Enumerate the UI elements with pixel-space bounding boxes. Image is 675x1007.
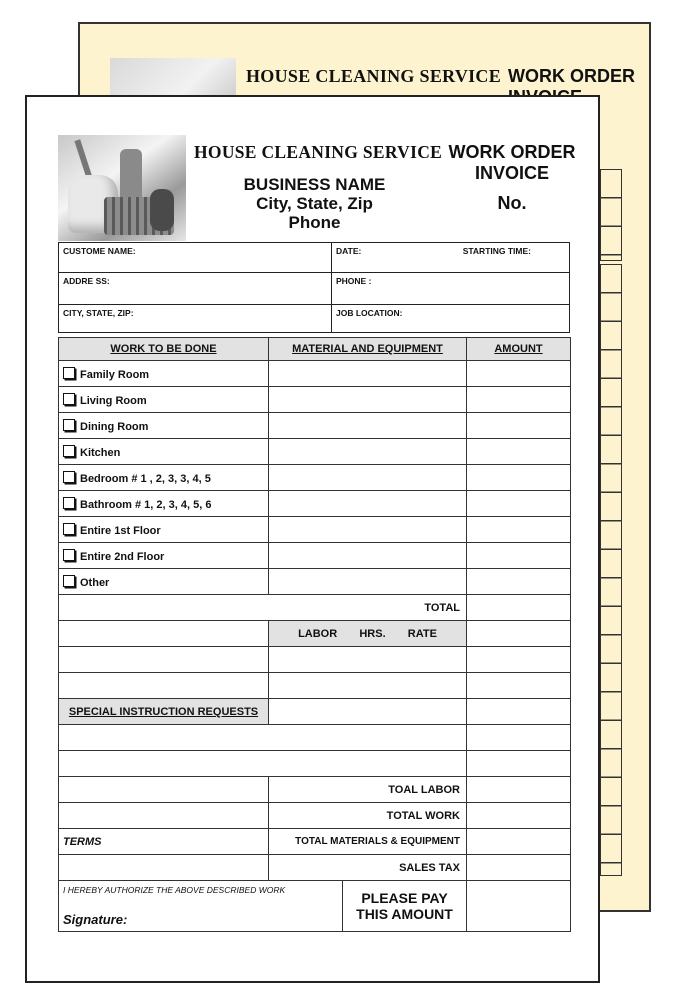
- material-cell[interactable]: [269, 465, 467, 491]
- special-instructions-line[interactable]: [59, 725, 467, 751]
- customer-name-field[interactable]: [59, 243, 332, 273]
- labor-hours-cell[interactable]: [269, 699, 467, 725]
- checkbox-icon[interactable]: [63, 497, 75, 509]
- front-invoice-sheet: [25, 95, 600, 983]
- rate-label: RATE: [407, 627, 437, 640]
- amount-cell[interactable]: [467, 751, 571, 777]
- work-order-line2: INVOICE: [474, 163, 549, 183]
- work-order-table: [58, 337, 571, 932]
- special-instructions-line[interactable]: [59, 751, 467, 777]
- amount-cell[interactable]: [467, 361, 571, 387]
- customer-info-table: [58, 242, 570, 333]
- sales-tax-amount[interactable]: [467, 855, 571, 881]
- signature-block: [59, 881, 467, 932]
- work-item-label: Dining Room: [80, 420, 149, 433]
- work-item-label: Living Room: [80, 394, 147, 407]
- special-instructions-line[interactable]: [59, 803, 269, 829]
- work-row-entire-2nd-floor: [59, 543, 571, 569]
- work-item[interactable]: [59, 465, 269, 491]
- special-instructions-header: SPECIAL INSTRUCTION REQUESTS: [59, 699, 269, 725]
- amount-cell[interactable]: [467, 491, 571, 517]
- checkbox-icon[interactable]: [63, 445, 75, 457]
- work-item-label: Family Room: [80, 368, 150, 381]
- city-state-zip-field[interactable]: [59, 305, 332, 333]
- labor-amount-cell[interactable]: [467, 673, 571, 699]
- work-row-entire-1st-floor: [59, 517, 571, 543]
- amount-cell[interactable]: [467, 387, 571, 413]
- material-cell[interactable]: [269, 413, 467, 439]
- work-row-bathroom: [59, 491, 571, 517]
- back-info-strip: [600, 169, 622, 261]
- work-row-family-room: [59, 361, 571, 387]
- city-state-zip-label: CITY, STATE, ZIP:: [63, 308, 134, 318]
- total-work-amount[interactable]: [467, 803, 571, 829]
- labor-hours-cell[interactable]: [269, 647, 467, 673]
- work-row-kitchen: [59, 439, 571, 465]
- material-cell[interactable]: [269, 387, 467, 413]
- work-order-title: [447, 142, 577, 184]
- address-field[interactable]: [59, 273, 332, 305]
- signature-label[interactable]: Signature:: [63, 912, 128, 927]
- checkbox-icon[interactable]: [63, 575, 75, 587]
- amount-cell[interactable]: [467, 439, 571, 465]
- business-name: BUSINESS NAME: [243, 175, 386, 194]
- work-row-dining-room: [59, 413, 571, 439]
- cleaning-supplies-image: [58, 135, 186, 241]
- material-cell[interactable]: [269, 569, 467, 595]
- amount-cell[interactable]: [467, 517, 571, 543]
- phone-field[interactable]: [332, 273, 570, 305]
- total-amount-cell[interactable]: [467, 595, 571, 621]
- labor-desc-cell[interactable]: [59, 673, 269, 699]
- labor-amount-cell[interactable]: [467, 699, 571, 725]
- work-item[interactable]: [59, 413, 269, 439]
- total-label: TOTAL: [59, 595, 467, 621]
- labor-amount-cell[interactable]: [467, 647, 571, 673]
- labor-label: LABOR: [298, 627, 338, 640]
- terms-cell[interactable]: [59, 855, 269, 881]
- work-row-living-room: [59, 387, 571, 413]
- work-item[interactable]: [59, 517, 269, 543]
- work-to-be-done-header: WORK TO BE DONE: [59, 338, 269, 361]
- work-item-label: Other: [80, 576, 110, 589]
- back-service-title: HOUSE CLEANING SERVICE: [246, 66, 502, 86]
- business-city-state-zip: City, State, Zip: [256, 194, 373, 213]
- work-item[interactable]: [59, 491, 269, 517]
- work-item[interactable]: [59, 361, 269, 387]
- authorize-text: I HEREBY AUTHORIZE THE ABOVE DESCRIBED WORK: [63, 885, 286, 895]
- work-row-bedroom: [59, 465, 571, 491]
- amount-due-cell[interactable]: [467, 881, 571, 932]
- material-cell[interactable]: [269, 361, 467, 387]
- amount-cell[interactable]: [467, 413, 571, 439]
- work-item-label: Kitchen: [80, 446, 121, 459]
- labor-amount-cell[interactable]: [467, 621, 571, 647]
- checkbox-icon[interactable]: [63, 419, 75, 431]
- work-item-label: Bathroom # 1, 2, 3, 4, 5, 6: [80, 498, 212, 511]
- work-row-other: [59, 569, 571, 595]
- sales-tax-label: SALES TAX: [269, 855, 467, 881]
- total-materials-label: TOTAL MATERIALS & EQUIPMENT: [269, 829, 467, 855]
- back-work-order-line1: WORK ORDER: [508, 66, 635, 86]
- starting-time-label: STARTING TIME:: [462, 246, 531, 256]
- phone-label: PHONE :: [336, 276, 372, 286]
- terms-label: TERMS: [59, 829, 269, 855]
- special-instructions-line[interactable]: [59, 777, 269, 803]
- labor-desc-cell[interactable]: [59, 621, 269, 647]
- labor-header: [269, 621, 467, 647]
- back-table-strip: [600, 264, 622, 876]
- material-header: MATERIAL AND EQUIPMENT: [269, 338, 467, 361]
- please-pay-label: [343, 881, 466, 931]
- date-field[interactable]: [332, 243, 570, 273]
- business-phone: Phone: [288, 213, 341, 232]
- customer-name-label: CUSTOME NAME:: [63, 246, 136, 256]
- checkbox-icon[interactable]: [63, 549, 75, 561]
- checkbox-icon[interactable]: [63, 393, 75, 405]
- amount-cell[interactable]: [467, 543, 571, 569]
- job-location-label: JOB LOCATION:: [336, 308, 403, 318]
- total-labor-label: TOAL LABOR: [269, 777, 467, 803]
- please-pay-line2: THIS AMOUNT: [356, 906, 453, 922]
- address-label: ADDRE SS:: [63, 276, 110, 286]
- work-item-label: Entire 2nd Floor: [80, 550, 165, 563]
- job-location-field[interactable]: [332, 305, 570, 333]
- work-item[interactable]: [59, 387, 269, 413]
- work-item[interactable]: [59, 569, 269, 595]
- business-block: [207, 175, 422, 232]
- material-cell[interactable]: [269, 491, 467, 517]
- material-cell[interactable]: [269, 543, 467, 569]
- work-item[interactable]: [59, 543, 269, 569]
- work-order-line1: WORK ORDER: [448, 142, 576, 162]
- work-item[interactable]: [59, 439, 269, 465]
- hrs-label: HRS.: [359, 627, 386, 640]
- work-item-label: Bedroom # 1 , 2, 3, 3, 4, 5: [80, 472, 211, 485]
- amount-cell[interactable]: [467, 465, 571, 491]
- amount-cell[interactable]: [467, 569, 571, 595]
- material-cell[interactable]: [269, 439, 467, 465]
- total-work-label: TOTAL WORK: [269, 803, 467, 829]
- work-item-label: Entire 1st Floor: [80, 524, 161, 537]
- total-materials-amount[interactable]: [467, 829, 571, 855]
- date-label: DATE:: [336, 246, 362, 256]
- labor-desc-cell[interactable]: [59, 647, 269, 673]
- please-pay-line1: PLEASE PAY: [361, 890, 448, 906]
- amount-header: AMOUNT: [467, 338, 571, 361]
- total-labor-amount[interactable]: [467, 777, 571, 803]
- material-cell[interactable]: [269, 517, 467, 543]
- checkbox-icon[interactable]: [63, 471, 75, 483]
- invoice-number-label: No.: [497, 193, 527, 213]
- amount-cell[interactable]: [467, 725, 571, 751]
- checkbox-icon[interactable]: [63, 367, 75, 379]
- labor-hours-cell[interactable]: [269, 673, 467, 699]
- service-title: HOUSE CLEANING SERVICE: [194, 142, 443, 162]
- checkbox-icon[interactable]: [63, 523, 75, 535]
